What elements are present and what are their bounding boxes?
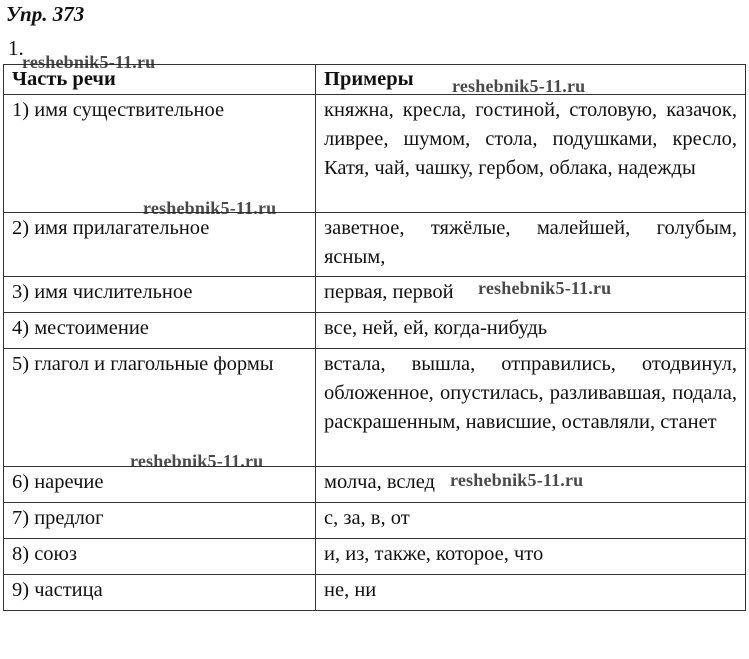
examples-cell: встала, вышла, отправились, отодвинул, обложенное, опустилась, разливавшая, подала, раскрашенным, нависшие, оставляли, станет (316, 349, 746, 467)
table-row (4, 213, 746, 277)
part-cell: 1) имя существительное (4, 95, 316, 213)
part-cell: 2) имя прилагательное (4, 213, 316, 277)
examples-cell: молча, вслед (316, 467, 746, 503)
examples-cell: и, из, также, которое, что (316, 539, 746, 575)
examples-cell: первая, первой (316, 277, 746, 313)
part-cell: 3) имя числительное (4, 277, 316, 313)
watermark: reshebnik5-11.ru (452, 76, 586, 96)
examples-cell: княжна, кресла, гостиной, столовую, казачок, ливрее, шумом, стола, подушками, кресло, Катя, чай, чашку, гербом, облака, надежды (316, 95, 746, 213)
examples-cell: все, ней, ей, когда-нибудь (316, 313, 746, 349)
watermark: reshebnik5-11.ru (130, 451, 264, 471)
examples-cell: не, ни (316, 575, 746, 611)
parts-of-speech-table (3, 64, 746, 611)
examples-cell: заветное, тяжёлые, малейшей, голубым, ясным, (316, 213, 746, 277)
table-row (4, 467, 746, 503)
examples-cell: с, за, в, от (316, 503, 746, 539)
watermark: reshebnik5-11.ru (478, 278, 612, 298)
header-examples: Примеры (316, 65, 746, 95)
part-cell: 8) союз (4, 539, 316, 575)
table-row (4, 539, 746, 575)
table-row (4, 313, 746, 349)
table-row (4, 95, 746, 213)
part-cell: 5) глагол и глагольные формы (4, 349, 316, 467)
table-row (4, 503, 746, 539)
table-row (4, 277, 746, 313)
header-part-of-speech: Часть речи (4, 65, 316, 95)
exercise-title: Упр. 373 (6, 2, 85, 26)
part-cell: 9) частица (4, 575, 316, 611)
part-cell: 6) наречие (4, 467, 316, 503)
part-number: 1. (8, 36, 24, 60)
table-row (4, 575, 746, 611)
part-cell: 4) местоимение (4, 313, 316, 349)
watermark: reshebnik5-11.ru (143, 198, 277, 218)
watermark: reshebnik5-11.ru (22, 52, 156, 72)
watermark: reshebnik5-11.ru (450, 470, 584, 490)
table-row (4, 349, 746, 467)
part-cell: 7) предлог (4, 503, 316, 539)
